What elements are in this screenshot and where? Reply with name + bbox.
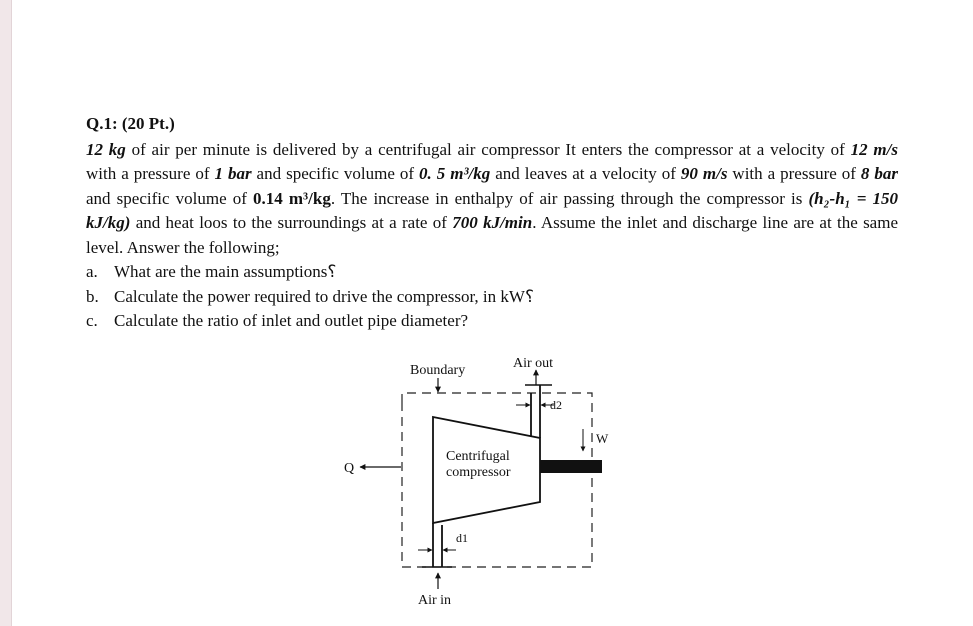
paragraph-run: 700 kJ/min — [452, 213, 533, 232]
compressor-diagram-svg — [320, 345, 620, 615]
paragraph-run: 1 bar — [214, 164, 252, 183]
compressor-diagram — [320, 345, 620, 615]
paragraph-run: 0. 5 m³/kg — [419, 164, 491, 183]
paragraph-run: and leaves at a velocity of — [490, 164, 681, 183]
d1-label: d1 — [456, 531, 468, 545]
paragraph-run: 12 m/s — [850, 139, 898, 159]
air-out-label: Air out — [513, 356, 554, 371]
paragraph-run: 0.14 m³/kg — [253, 188, 331, 208]
paragraph-run: and specific volume of — [251, 164, 420, 183]
paragraph-run: of air per minute is delivered by a centrifugal air compressor It enters the compressor at a velocity of — [125, 139, 851, 159]
question-block — [86, 112, 898, 334]
paragraph-run: 8 bar — [860, 164, 898, 183]
w-label: W — [596, 431, 609, 446]
question-title: Q.1: (20 Pt.) — [86, 114, 175, 133]
question-paragraph — [86, 138, 898, 261]
item-text: What are the main assumptions؟ — [114, 262, 337, 281]
item-text: Calculate the ratio of inlet and outlet pipe diameter? — [114, 311, 469, 330]
question-item-a — [86, 260, 898, 285]
item-text: Calculate the power required to drive the compressor, in kW؟ — [114, 286, 534, 306]
air-in-label: Air in — [418, 593, 452, 608]
page-edge — [0, 0, 12, 626]
drive-shaft — [540, 460, 602, 473]
paragraph-run: 90 m/s — [680, 164, 728, 183]
item-marker: a. — [86, 262, 98, 281]
paragraph-run: (h₂-h₁ = 150 kJ/kg) — [86, 188, 899, 232]
d2-label: d2 — [550, 398, 562, 412]
compressor-label-line2: compressor — [446, 465, 511, 480]
paragraph-run: . The increase in enthalpy of air passing through the compressor is — [330, 188, 809, 208]
paragraph-run: and heat loos to the surroundings at a rate of — [130, 213, 453, 232]
paragraph-run: with a pressure of — [86, 164, 215, 183]
boundary-label: Boundary — [410, 363, 466, 378]
paragraph-run: . Assume the inlet and discharge line are at the same level. Answer the following; — [86, 213, 898, 257]
compressor-label-line1: Centrifugal — [446, 449, 510, 464]
item-marker: c. — [86, 311, 98, 330]
paragraph-run: 12 kg — [86, 139, 126, 159]
paragraph-run: and specific volume of — [86, 188, 254, 208]
question-items — [86, 260, 898, 334]
question-item-b — [86, 285, 898, 310]
paragraph-run: with a pressure of — [727, 164, 861, 183]
item-marker: b. — [86, 286, 99, 306]
q-label: Q — [344, 461, 355, 476]
question-item-c — [86, 309, 898, 334]
